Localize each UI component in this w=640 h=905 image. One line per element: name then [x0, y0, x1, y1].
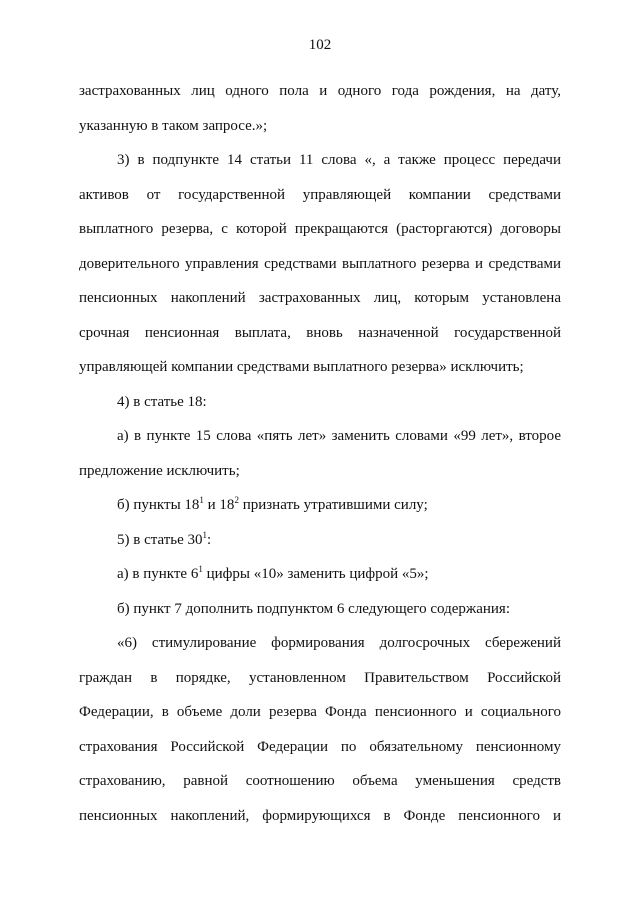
text-segment: : [207, 531, 212, 548]
text-line: 3) в подпункте 14 статьи 11 слова «, а также процесс передачи [117, 152, 561, 168]
text-line: пенсионных накоплений, формирующихся в Фонде пенсионного и [79, 807, 561, 824]
text-line: срочная пенсионная выплата, вновь назначенной государственной [79, 324, 561, 341]
paragraph-item-3 [79, 143, 561, 385]
text-line: б) пункт 7 дополнить подпунктом 6 следующего содержания: [117, 600, 510, 617]
paragraph-item-5 [79, 523, 561, 558]
text-segment: а) в пункте 6 [117, 566, 199, 582]
text-line [79, 557, 561, 592]
text-segment: цифры «10» заменить цифрой «5»; [202, 566, 429, 582]
paragraph-item-4b [79, 488, 561, 523]
text-line [79, 488, 561, 523]
text-line: страхованию, равной соотношению объема уменьшения средств [79, 773, 561, 789]
text-line: указанную в таком запросе.»; [79, 117, 268, 134]
text-line: а) в пункте 15 слова «пять лет» заменить словами «99 лет», второе [117, 428, 561, 444]
text-line: 4) в статье 18: [117, 393, 207, 410]
text-segment: признать утратившими силу; [238, 497, 428, 513]
text-line: доверительного управления средствами выплатного резерва и средствами [79, 255, 561, 272]
text-segment: 5) в статье 30 [117, 531, 203, 548]
superscript: 2 [234, 495, 239, 505]
paragraph-item-4a [79, 419, 561, 488]
text-line: Федерации, в объеме доли резерва Фонда пенсионного и социального [79, 704, 561, 720]
text-line: управляющей компании средствами выплатного резерва» исключить; [79, 359, 524, 375]
paragraph-continuation [79, 74, 561, 143]
document-body [79, 74, 561, 833]
text-segment: б) пункты 18 [117, 497, 200, 513]
text-line: пенсионных накоплений застрахованных лиц, которым установлена [79, 290, 561, 306]
text-line: застрахованных лиц одного пола и одного года рождения, на дату, [79, 83, 561, 99]
superscript: 1 [198, 564, 203, 574]
text-line: страхования Российской Федерации по обязательному пенсионному [79, 738, 561, 755]
text-line: предложение исключить; [79, 462, 240, 479]
paragraph-item-4 [79, 385, 561, 420]
superscript: 1 [199, 495, 204, 505]
superscript: 1 [202, 529, 208, 540]
text-line: граждан в порядке, установленном Правительством Российской [79, 669, 561, 686]
paragraph-item-5a [79, 557, 561, 592]
text-line [79, 523, 561, 558]
text-segment: и 18 [203, 497, 235, 513]
text-line: «6) стимулирование формирования долгосрочных сбережений [117, 635, 561, 651]
text-line: активов от государственной управляющей компании средствами [79, 186, 561, 203]
page-number: 102 [308, 37, 332, 53]
paragraph-item-5b [79, 592, 561, 627]
paragraph-subitem-6 [79, 626, 561, 833]
text-line: выплатного резерва, с которой прекращаются (расторгаются) договоры [79, 221, 561, 237]
